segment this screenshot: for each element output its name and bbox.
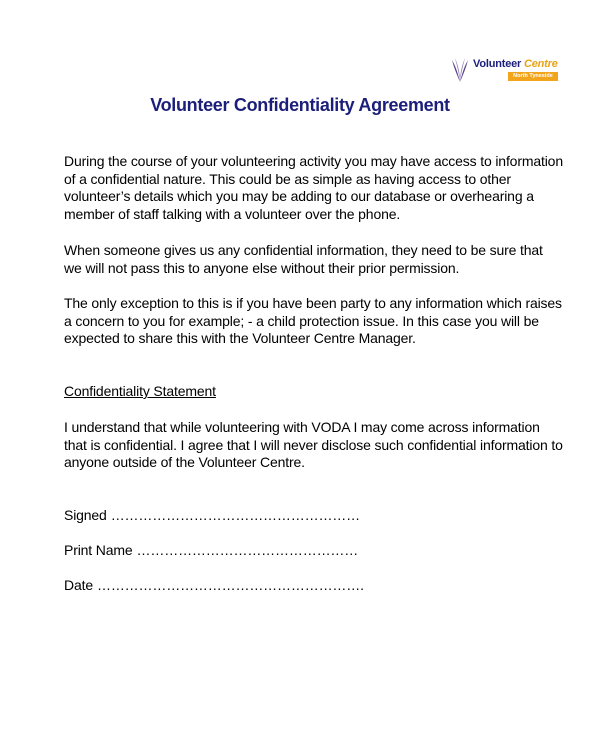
logo-name-volunteer: Volunteer	[473, 58, 522, 70]
date-dots: ………………………………………………….	[96, 577, 364, 593]
date-label: Date	[64, 577, 93, 593]
print-name-label: Print Name	[64, 542, 133, 558]
logo-subtitle: North Tyneside	[508, 72, 558, 81]
print-name-dots: …………………………………………	[136, 542, 359, 558]
paragraph-exception: The only exception to this is if you have been party to any information which raises a concern to you for example; - a child protection issue. In this case you will be expected to share this with the Volunteer Centre Manager.	[64, 295, 562, 347]
paragraph-permission: When someone gives us any confidential information, they need to be sure that we will not pass this to anyone else without their prior permission.	[64, 242, 543, 276]
logo-name-centre: Centre	[523, 58, 558, 70]
date-line	[64, 577, 364, 593]
document-title: Volunteer Confidentiality Agreement	[150, 95, 450, 115]
logo-name	[473, 58, 558, 70]
volunteer-centre-logo	[450, 56, 560, 86]
print-name-line	[64, 542, 358, 558]
confidentiality-statement-heading: Confidentiality Statement	[64, 383, 216, 399]
wings-logo-icon	[450, 56, 470, 84]
paragraph-access: During the course of your volunteering activity you may have access to information of a confidential nature. This could be as simple as having access to other volunteer’s details which you may be adding to our database or overhearing a member of staff talking with a volunteer over the phone.	[64, 153, 563, 222]
confidentiality-statement-text: I understand that while volunteering with VODA I may come across information that is confidential. I agree that I will never disclose such confidential information to anyone outside of the Volunteer Centre.	[64, 419, 563, 471]
signed-line	[64, 507, 360, 523]
signed-dots: ………………………………………………	[110, 507, 361, 523]
signed-label: Signed	[64, 507, 107, 523]
